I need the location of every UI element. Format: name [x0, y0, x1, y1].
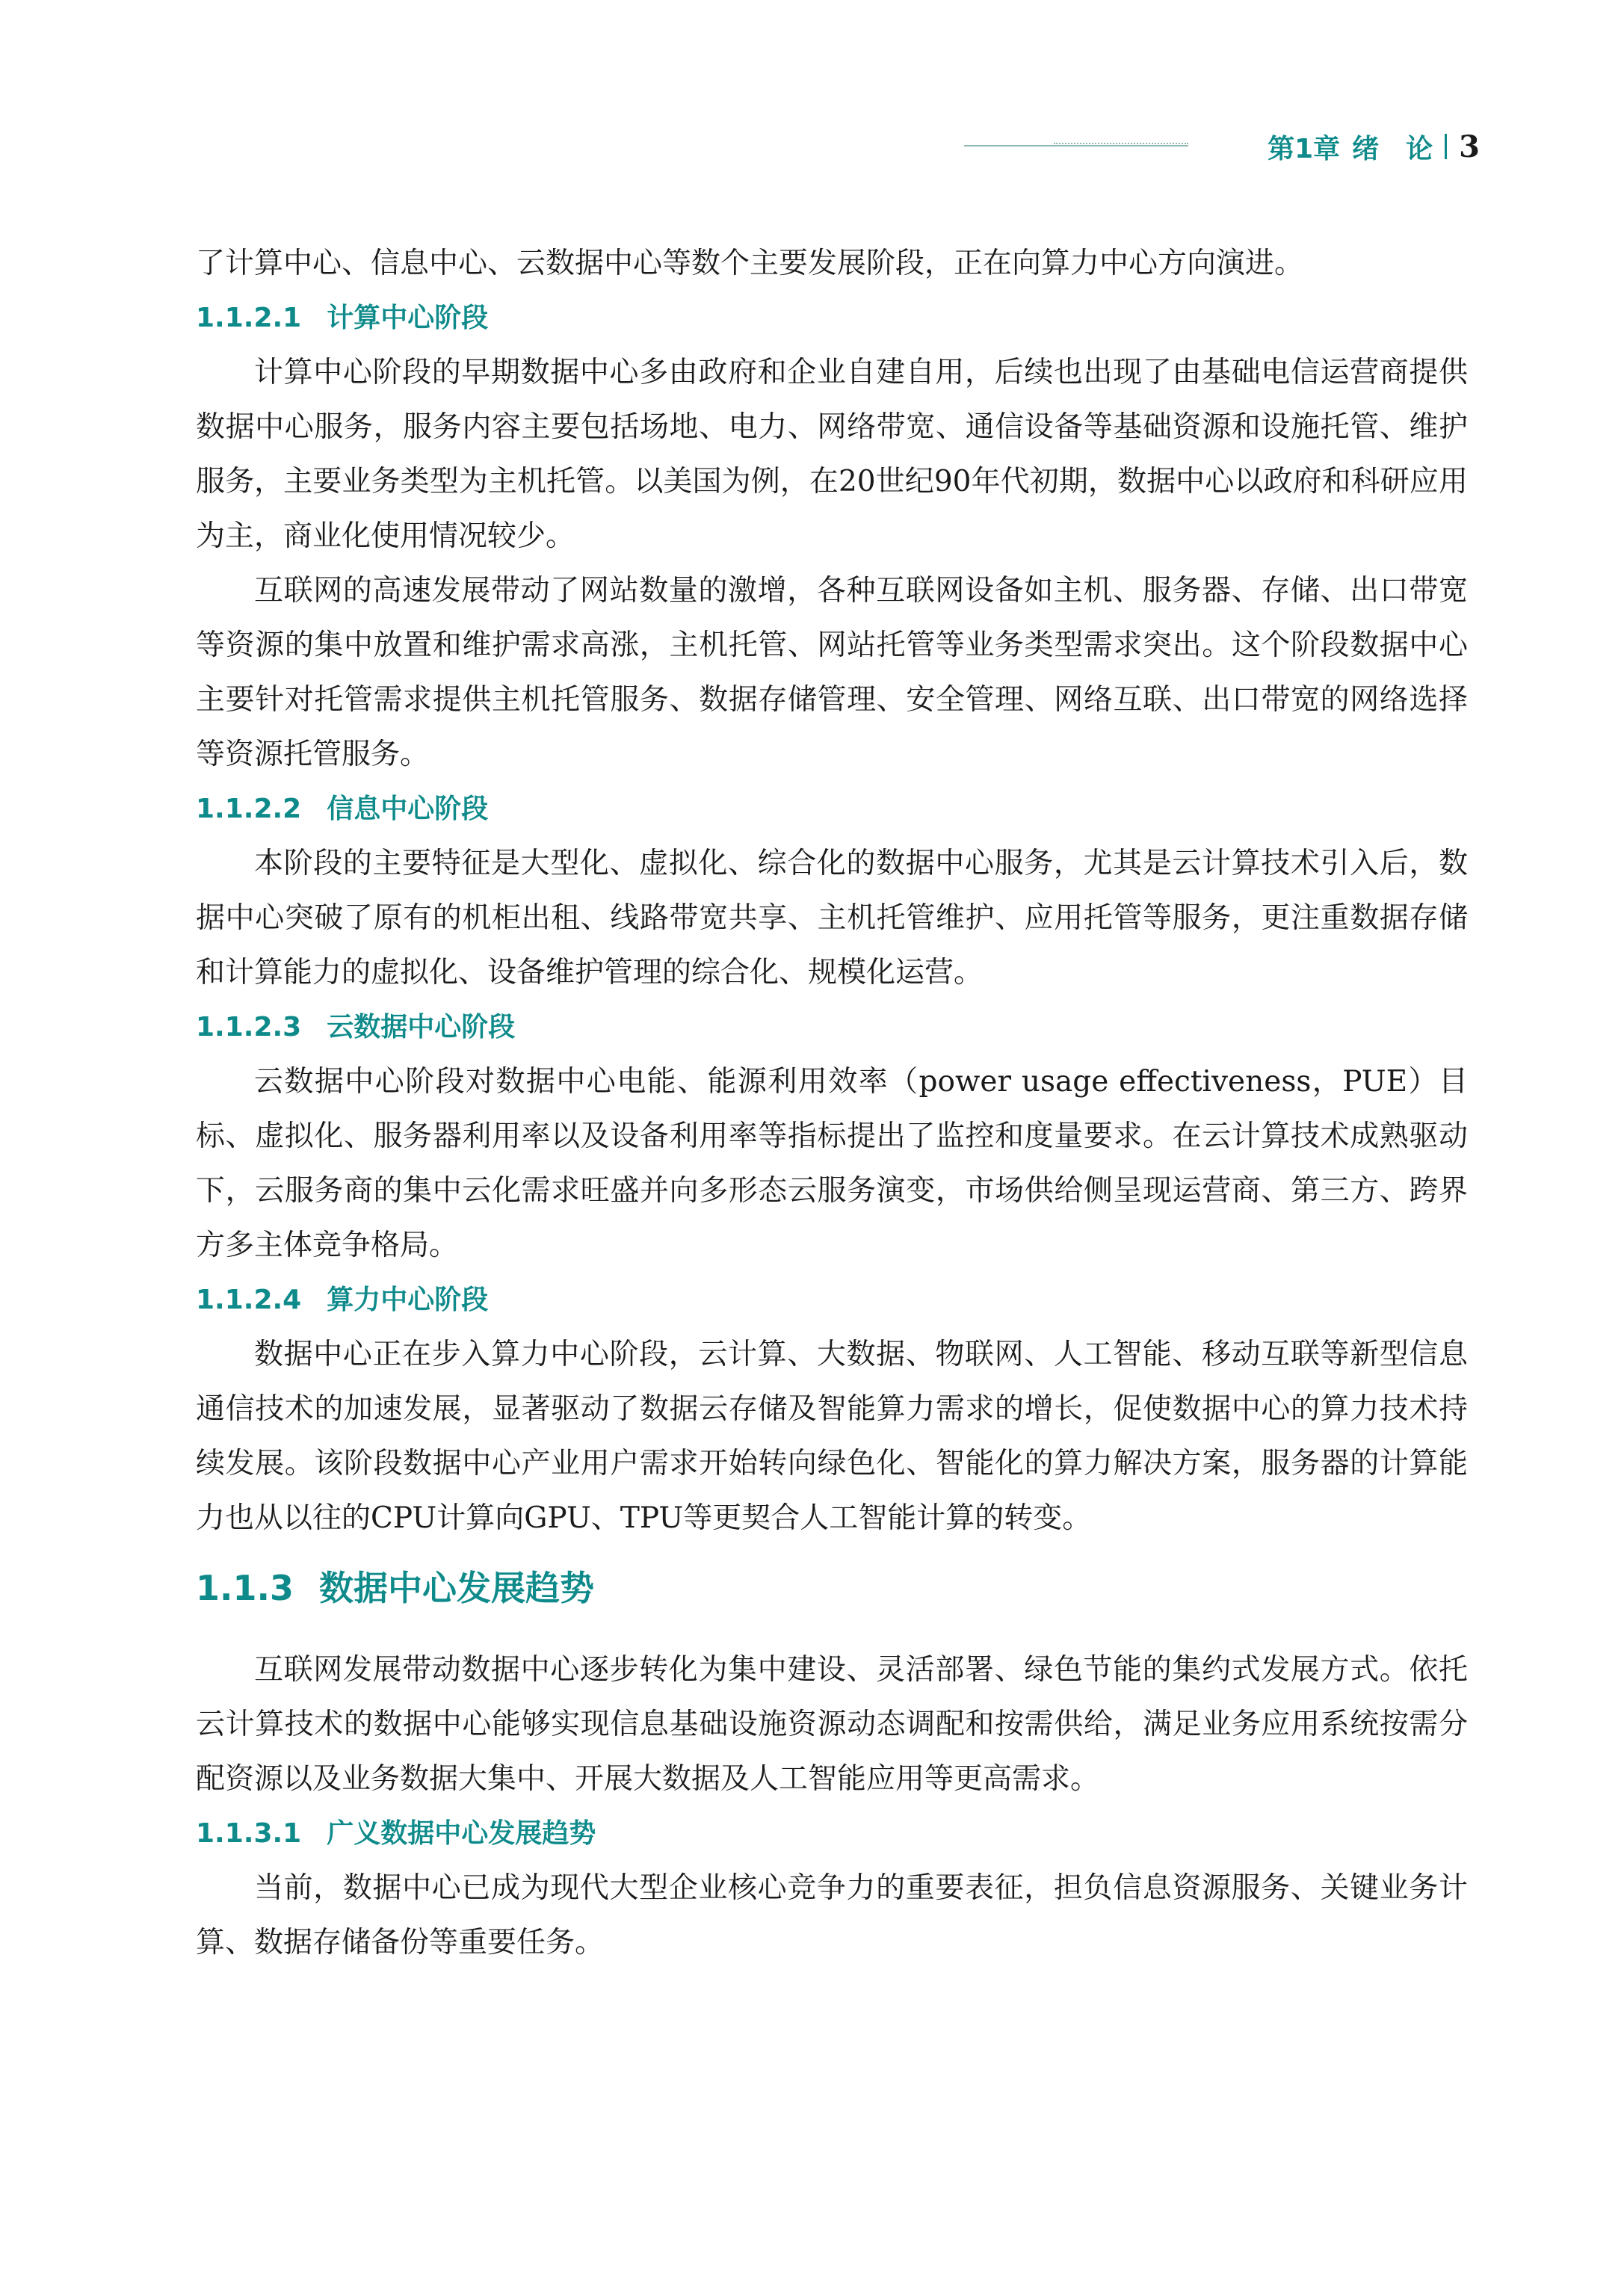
paragraph: 互联网的高速发展带动了网站数量的激增，各种互联网设备如主机、服务器、存储、出口带宽等资源的集中放置和维护需求高涨，主机托管、网站托管等业务类型需求突出。这个阶段数据中心主要针对托管需求提供主机托管服务、数据存储管理、安全管理、网络互联、出口带宽的网络选择等资源托管服务。 [196, 574, 1468, 771]
paragraph: 计算中心阶段的早期数据中心多由政府和企业自建自用，后续也出现了由基础电信运营商提供数据中心服务，服务内容主要包括场地、电力、网络带宽、通信设备等基础资源和设施托管、维护服务，主要业务类型为主机托管。以美国为例，在20世纪90年代初期，数据中心以政府和科研应用为主，商业化使用情况较少。 [196, 356, 1468, 553]
section-title: 计算中心阶段 [327, 303, 489, 333]
chapter-title: 绪 论 [1352, 133, 1433, 164]
section-number: 1.1.3.1 [196, 1818, 302, 1849]
section-title: 广义数据中心发展趋势 [327, 1818, 596, 1849]
section-title: 算力中心阶段 [327, 1285, 489, 1315]
section-title: 数据中心发展趋势 [318, 1568, 594, 1608]
section-number: 1.1.3 [196, 1568, 294, 1608]
page-body [196, 236, 1468, 1970]
intro-line: 了计算中心、信息中心、云数据中心等数个主要发展阶段，正在向算力中心方向演进。 [196, 247, 1304, 280]
header-dotted-rule [1054, 143, 1188, 144]
header-text [1268, 126, 1480, 167]
header-rule [964, 145, 1188, 146]
paragraph: 互联网发展带动数据中心逐步转化为集中建设、灵活部署、绿色节能的集约式发展方式。依托云计算技术的数据中心能够实现信息基础设施资源动态调配和按需供给，满足业务应用系统按需分配资源以及业务数据大集中、开展大数据及人工智能应用等更高需求。 [196, 1653, 1468, 1796]
section-number: 1.1.2.4 [196, 1285, 302, 1315]
section-number: 1.1.2.2 [196, 794, 302, 824]
section-number: 1.1.2.3 [196, 1012, 302, 1043]
paragraph: 当前，数据中心已成为现代大型企业核心竞争力的重要表征，担负信息资源服务、关键业务计算、数据存储备份等重要任务。 [196, 1871, 1468, 1959]
header-separator [1445, 134, 1447, 159]
section-heading-1-1-2-1 [196, 291, 1468, 345]
page-number: 3 [1459, 129, 1480, 164]
section-heading-1-1-2-3 [196, 1000, 1468, 1054]
paragraph: 本阶段的主要特征是大型化、虚拟化、综合化的数据中心服务，尤其是云计算技术引入后，数据中心突破了原有的机柜出租、线路带宽共享、主机托管维护、应用托管等服务，更注重数据存储和计算能力的虚拟化、设备维护管理的综合化、规模化运营。 [196, 847, 1468, 989]
section-title: 云数据中心阶段 [327, 1012, 516, 1043]
section-number: 1.1.2.1 [196, 303, 302, 333]
running-header [964, 126, 1487, 178]
section-heading-1-1-3 [196, 1562, 1468, 1614]
paragraph: 云数据中心阶段对数据中心电能、能源利用效率（power usage effectiveness，PUE）目标、虚拟化、服务器利用率以及设备利用率等指标提出了监控和度量要求。在云计算技术成熟驱动下，云服务商的集中云化需求旺盛并向多形态云服务演变，市场供给侧呈现运营商、第三方、跨界方多主体竞争格局。 [196, 1065, 1468, 1262]
paragraph: 数据中心正在步入算力中心阶段，云计算、大数据、物联网、人工智能、移动互联等新型信息通信技术的加速发展，显著驱动了数据云存储及智能算力需求的增长，促使数据中心的算力技术持续发展。该阶段数据中心产业用户需求开始转向绿色化、智能化的算力解决方案，服务器的计算能力也从以往的CPU计算向GPU、TPU等更契合人工智能计算的转变。 [196, 1338, 1468, 1535]
chapter-label: 第1章 [1268, 133, 1341, 164]
section-heading-1-1-2-4 [196, 1273, 1468, 1327]
section-heading-1-1-3-1 [196, 1806, 1468, 1861]
section-heading-1-1-2-2 [196, 782, 1468, 836]
section-title: 信息中心阶段 [327, 794, 489, 824]
